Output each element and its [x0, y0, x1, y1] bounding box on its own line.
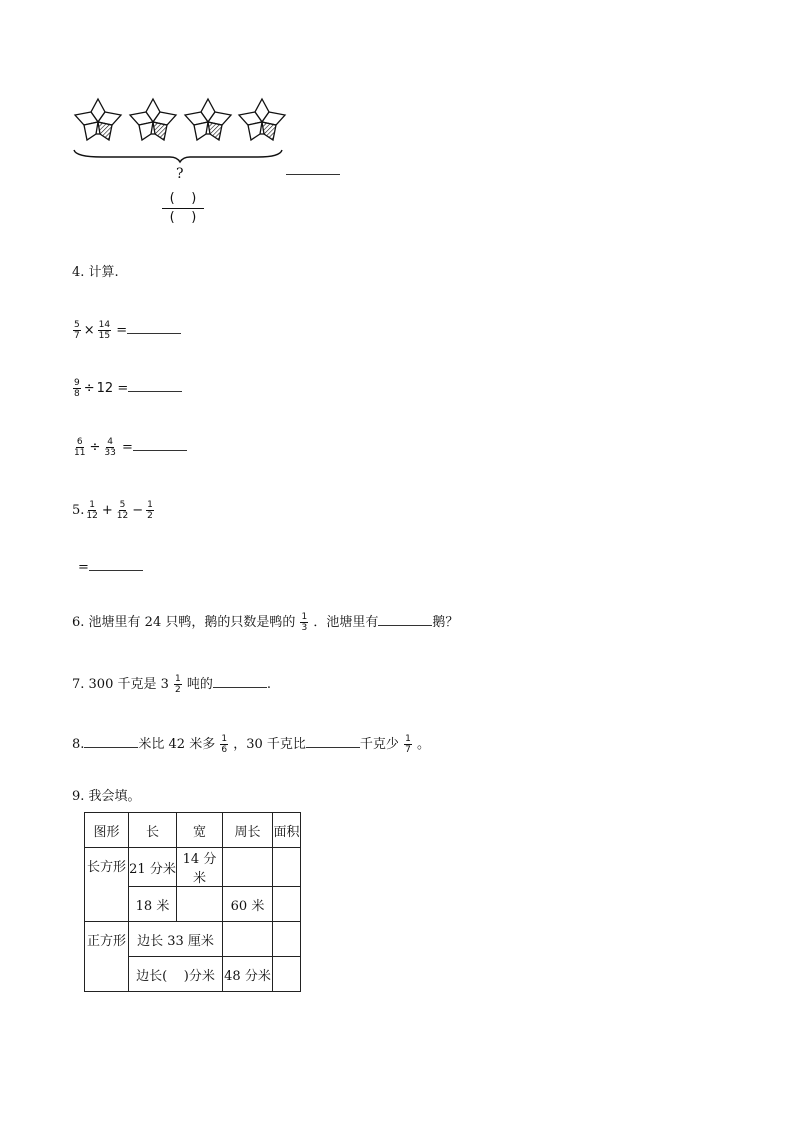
frac: $\frac{1}{2}$	[147, 500, 153, 521]
answer-blank-7[interactable]	[213, 675, 267, 688]
header-cell: 宽	[177, 813, 223, 848]
answer-blank-figure[interactable]	[286, 162, 340, 175]
rect-label: 长方形	[85, 848, 129, 922]
cell-area[interactable]	[273, 848, 301, 887]
star-3	[185, 99, 231, 140]
q4-expr-2: $\frac{9}{8}$ ÷ 12 =	[72, 378, 182, 399]
stars-svg	[72, 94, 287, 164]
answer-blank-8-1[interactable]	[84, 735, 138, 748]
q5-answer: =	[78, 558, 143, 576]
fraction-bottom: ( )	[169, 210, 197, 225]
frac: $\frac{9}{8}$	[74, 378, 80, 399]
answer-blank-4-1[interactable]	[127, 321, 181, 334]
frac: $\frac{1}{7}$	[405, 734, 411, 755]
answer-blank-4-3[interactable]	[133, 438, 187, 451]
q4-title: 4. 计算.	[72, 265, 119, 280]
figure-fraction	[162, 190, 204, 227]
header-cell: 图形	[85, 813, 129, 848]
cell-perimeter: 48 分米	[223, 957, 273, 992]
q6: 6. 池塘里有 24 只鸭，鹅的只数是鸭的 $\frac{1}{3}$ ．池塘里有 鹅？	[72, 612, 459, 633]
frac: $\frac{1}{2}$	[175, 674, 181, 695]
cell-perimeter[interactable]	[223, 922, 273, 957]
fill-table	[84, 812, 301, 992]
table-header-row	[85, 813, 301, 848]
question-mark: ?	[176, 166, 184, 182]
star-4	[239, 99, 285, 140]
answer-blank-6[interactable]	[378, 613, 432, 626]
frac: $\frac{5}{12}$	[116, 500, 129, 521]
cell-width: 14 分米	[177, 848, 223, 887]
stars-figure	[72, 94, 287, 164]
star-2	[130, 99, 176, 140]
cell-length: 21 分米	[129, 848, 177, 887]
header-cell: 面积	[273, 813, 301, 848]
square-label: 正方形	[85, 922, 129, 992]
frac: $\frac{4}{33}$	[104, 437, 116, 458]
frac: $\frac{1}{12}$	[86, 500, 98, 521]
cell-width[interactable]	[177, 887, 223, 922]
frac: $\frac{6}{11}$	[74, 437, 86, 458]
frac: $\frac{1}{6}$	[221, 734, 228, 755]
cell-perimeter: 60 米	[223, 887, 273, 922]
cell-area[interactable]	[273, 887, 301, 922]
frac: $\frac{14}{15}$	[98, 320, 111, 341]
cell-area[interactable]	[273, 957, 301, 992]
answer-blank-5[interactable]	[89, 558, 143, 571]
q9-title: 9. 我会填。	[72, 789, 141, 804]
cell-side: 边长 33 厘米	[129, 922, 223, 957]
frac: $\frac{1}{3}$	[301, 612, 308, 633]
answer-blank-8-2[interactable]	[306, 735, 360, 748]
cell-perimeter[interactable]	[223, 848, 273, 887]
q4-expr-1: $\frac{5}{7}$ × $\frac{14}{15}$ =	[72, 320, 181, 341]
table-row	[85, 922, 301, 957]
cell-area[interactable]	[273, 922, 301, 957]
header-cell: 周长	[223, 813, 273, 848]
answer-blank-4-2[interactable]	[128, 379, 182, 392]
q8: 8. 米比 42 米多 $\frac{1}{6}$ ，30 千克比 千克少 $\frac{1}{7}$ 。	[72, 734, 430, 755]
q7: 7. 300 千克是 3 $\frac{1}{2}$ 吨的 .	[72, 674, 272, 695]
star-1	[75, 99, 121, 140]
fraction-top: ( )	[169, 191, 197, 206]
brace	[74, 150, 282, 162]
header-cell: 长	[129, 813, 177, 848]
table-row	[85, 848, 301, 887]
frac: $\frac{5}{7}$	[74, 320, 80, 341]
cell-side[interactable]: 边长( )分米	[129, 957, 223, 992]
q5-expr: 5. $\frac{1}{12}$ + $\frac{5}{12}$ − $\frac{1}{2}$	[72, 500, 153, 521]
q4-expr-3: $\frac{6}{11}$ ÷ $\frac{4}{33}$ =	[72, 437, 187, 458]
cell-length: 18 米	[129, 887, 177, 922]
